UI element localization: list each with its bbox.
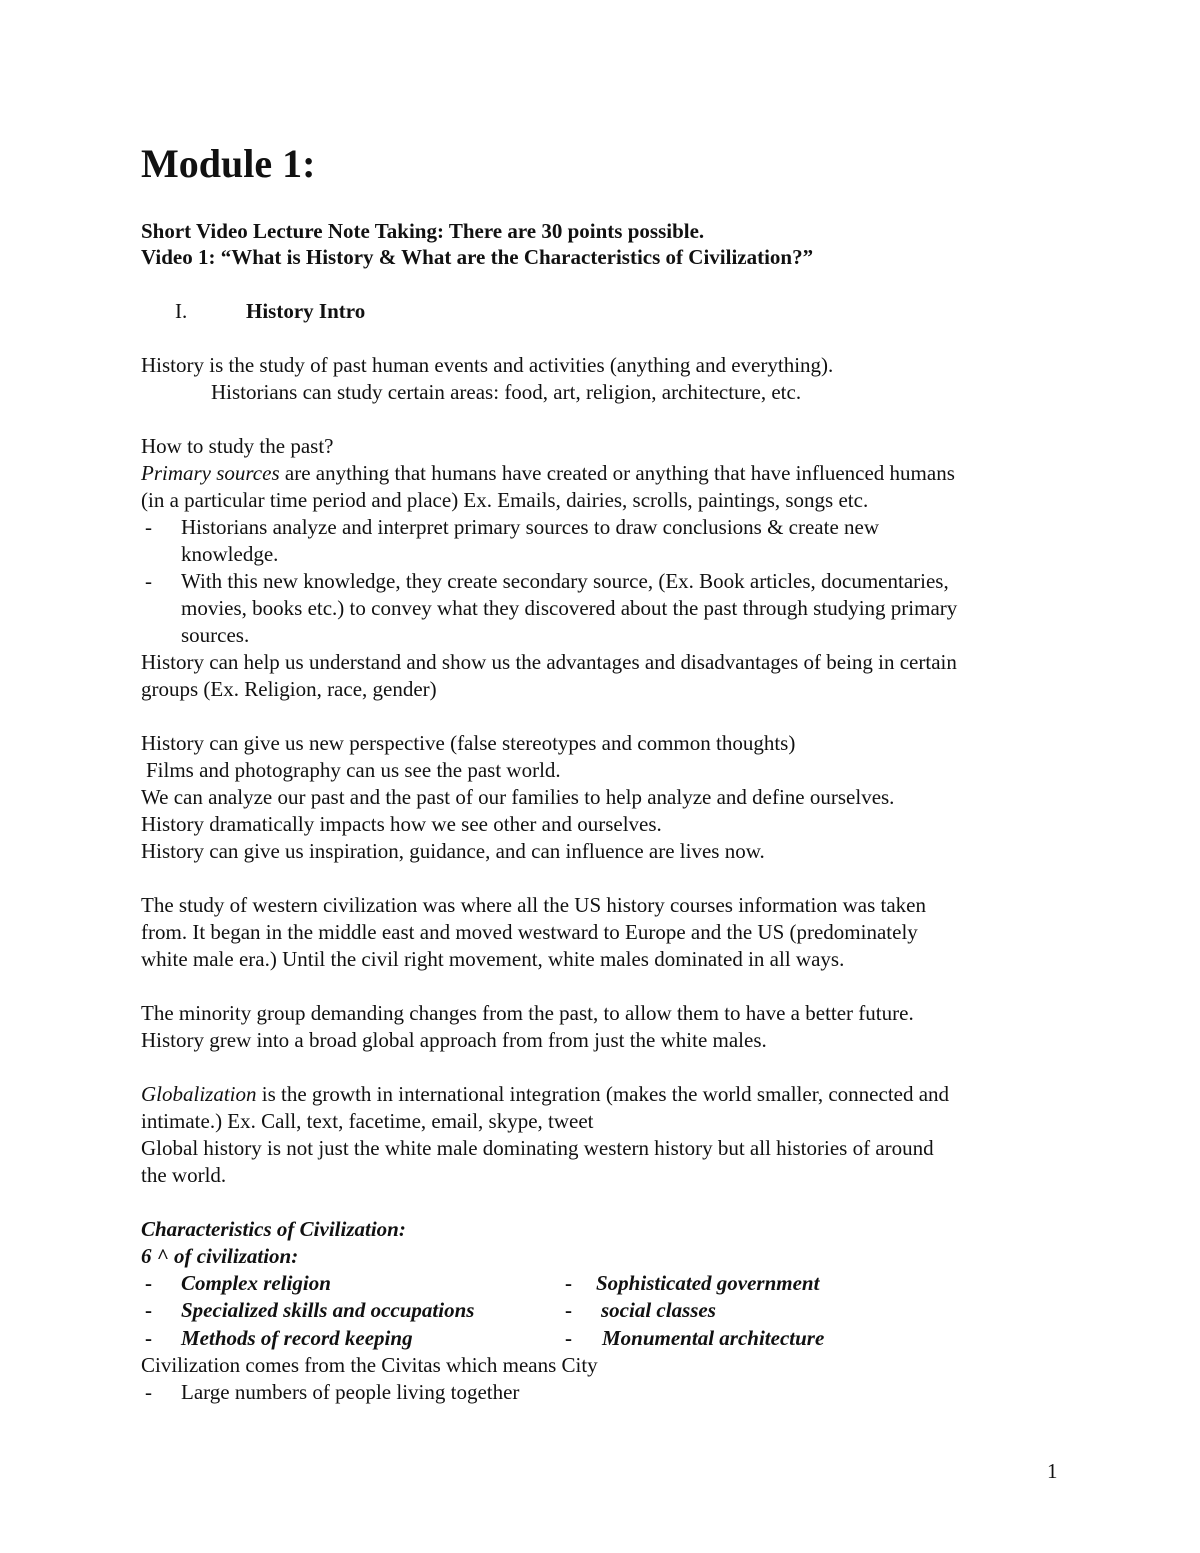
global-approach-line: History grew into a broad global approach from from just the white males. — [141, 1028, 767, 1052]
bullet-dash: - — [565, 1298, 572, 1322]
section-heading: History Intro — [246, 299, 366, 323]
bullet-secondary-line2: movies, books etc.) to convey what they discovered about the past through studying primary — [181, 596, 958, 620]
characteristic-right: Sophisticated government — [596, 1271, 820, 1295]
bullet-dash: - — [145, 1380, 152, 1404]
globalization-examples: intimate.) Ex. Call, text, facetime, email, skype, tweet — [141, 1109, 594, 1133]
subtitle-video: Video 1: “What is History & What are the Characteristics of Civilization?” — [141, 245, 814, 269]
bullet-secondary-line1: With this new knowledge, they create secondary source, (Ex. Book articles, documentaries, — [181, 569, 949, 593]
globalization-term: Globalization — [141, 1082, 257, 1106]
primary-sources-text: are anything that humans have created or anything that have influenced humans — [279, 461, 955, 485]
globalization-line — [141, 1081, 949, 1108]
minority-line: The minority group demanding changes from the past, to allow them to have a better future. — [141, 1001, 914, 1025]
subtitle-points: Short Video Lecture Note Taking: There are 30 points possible. — [141, 219, 705, 243]
advantages-line2: groups (Ex. Religion, race, gender) — [141, 677, 437, 701]
globalization-text: is the growth in international integration (makes the world smaller, connected and — [256, 1082, 950, 1106]
global-history-line1: Global history is not just the white male dominating western history but all histories of around — [141, 1136, 934, 1160]
page-title: Module 1: — [141, 141, 316, 186]
history-definition: History is the study of past human events and activities (anything and everything). — [141, 353, 834, 377]
inspiration-line: History can give us inspiration, guidance, and can influence are lives now. — [141, 839, 765, 863]
bullet-secondary-line3: sources. — [181, 623, 250, 647]
western-civ-line3: white male era.) Until the civil right movement, white males dominated in all ways. — [141, 947, 845, 971]
primary-sources-term: Primary sources — [141, 461, 280, 485]
western-civ-line2: from. It began in the middle east and moved westward to Europe and the US (predominately — [141, 920, 918, 944]
characteristic-left: Complex religion — [181, 1271, 331, 1295]
civitas-bullet: Large numbers of people living together — [181, 1380, 520, 1404]
global-history-line2: the world. — [141, 1163, 227, 1187]
impacts-line: History dramatically impacts how we see other and ourselves. — [141, 812, 662, 836]
characteristic-right: social classes — [601, 1298, 716, 1322]
section-numeral: I. — [175, 299, 188, 323]
bullet-dash: - — [145, 515, 152, 539]
primary-sources-examples: (in a particular time period and place) Ex. Emails, dairies, scrolls, paintings, songs etc. — [141, 488, 869, 512]
bullet-dash: - — [145, 1298, 152, 1322]
history-areas: Historians can study certain areas: food, art, religion, architecture, etc. — [211, 380, 802, 404]
films-line: Films and photography can us see the past world. — [146, 758, 561, 782]
bullet-dash: - — [565, 1326, 572, 1350]
study-question: How to study the past? — [141, 434, 334, 458]
page-number: 1 — [1047, 1459, 1058, 1483]
analyze-past-line: We can analyze our past and the past of our families to help analyze and define ourselves. — [141, 785, 895, 809]
characteristic-right: Monumental architecture — [602, 1326, 825, 1350]
western-civ-line1: The study of western civilization was where all the US history courses information was taken — [141, 893, 926, 917]
bullet-dash: - — [145, 1326, 152, 1350]
perspective-line: History can give us new perspective (false stereotypes and common thoughts) — [141, 731, 796, 755]
advantages-line1: History can help us understand and show us the advantages and disadvantages of being in certain — [141, 650, 957, 674]
bullet-analyze-line1: Historians analyze and interpret primary sources to draw conclusions & create new — [181, 515, 880, 539]
characteristics-subheading: 6 ^ of civilization: — [141, 1244, 299, 1268]
primary-sources-line — [141, 460, 955, 487]
bullet-dash: - — [145, 569, 152, 593]
bullet-dash: - — [565, 1271, 572, 1295]
bullet-dash: - — [145, 1271, 152, 1295]
characteristics-heading: Characteristics of Civilization: — [141, 1217, 406, 1241]
characteristic-left: Specialized skills and occupations — [181, 1298, 475, 1322]
civitas-line: Civilization comes from the Civitas which means City — [141, 1353, 598, 1377]
characteristic-left: Methods of record keeping — [181, 1326, 413, 1350]
bullet-analyze-line2: knowledge. — [181, 542, 279, 566]
